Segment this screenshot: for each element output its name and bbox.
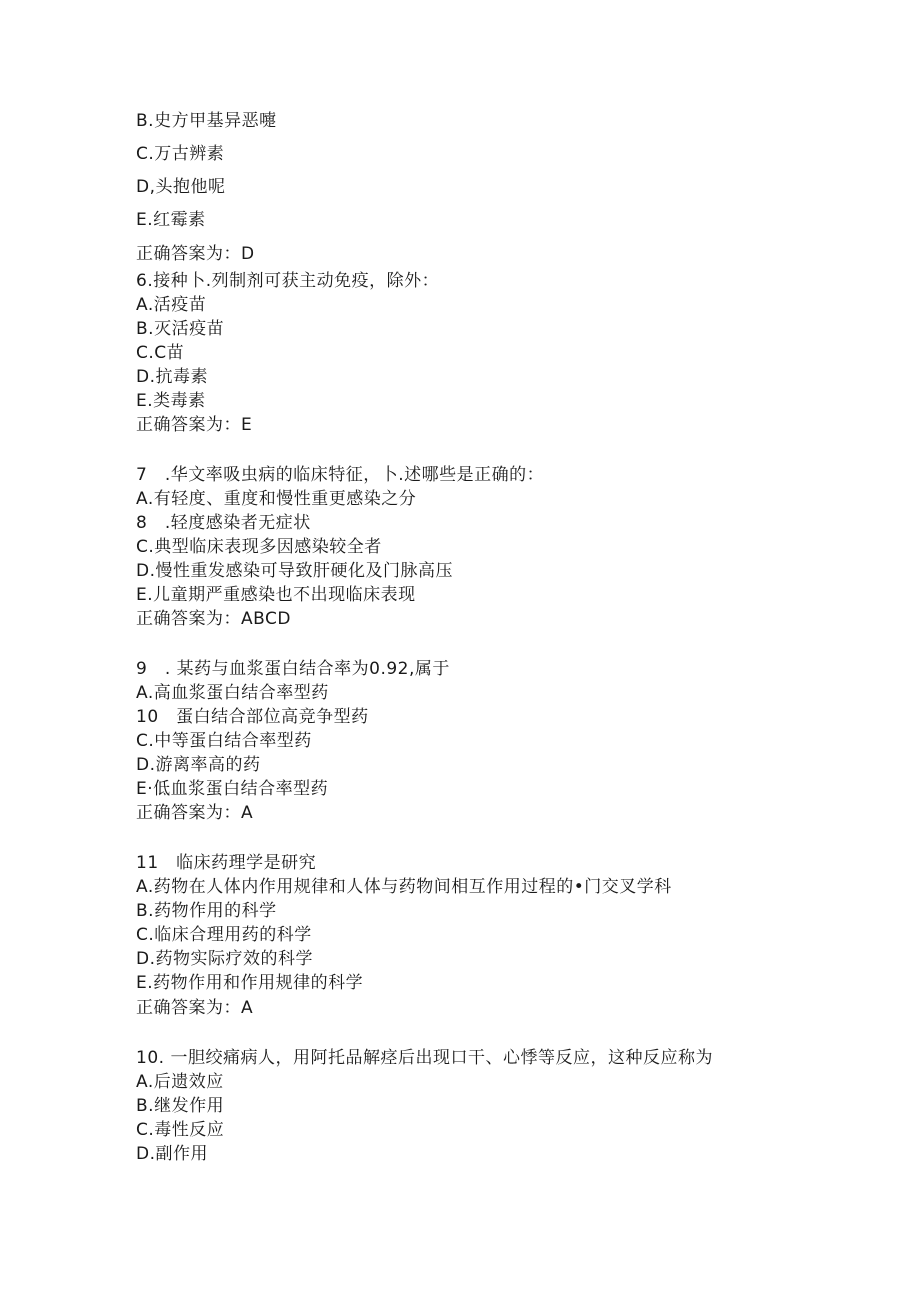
answer-line: 正确答案为：D (136, 244, 255, 264)
text-line: D.药物实际疗效的科学 (136, 949, 313, 969)
text-line: E.儿童期严重感染也不出现临床表现 (136, 585, 416, 605)
question-line: 7 .华文率吸虫病的临床特征，卜.述哪些是正确的： (136, 465, 545, 485)
text-line: E.红霉素 (136, 210, 206, 230)
text-line: C.中等蛋白结合率型药 (136, 731, 312, 751)
question-line: 6.接种卜.列制剂可获主动免疫，除外： (136, 271, 440, 291)
text-line: A.高血浆蛋白结合率型药 (136, 683, 329, 703)
text-line: E·低血浆蛋白结合率型药 (136, 779, 329, 799)
text-line: D.抗毒素 (136, 367, 208, 387)
text-line: B.继发作用 (136, 1096, 225, 1116)
text-line: C.典型临床表现多因感染较全者 (136, 537, 382, 557)
text-line: C.万古辨素 (136, 144, 225, 164)
answer-line: 正确答案为：A (136, 803, 254, 823)
text-line: 8 .轻度感染者无症状 (136, 513, 311, 533)
text-line: D.慢性重发感染可导致肝硬化及门脉高压 (136, 561, 453, 581)
text-line: B.史方甲基异恶嚏 (136, 111, 277, 131)
text-line: 10 蛋白结合部位高竞争型药 (136, 707, 369, 727)
text-line: B.灭活疫苗 (136, 319, 225, 339)
answer-line: 正确答案为：E (136, 415, 253, 435)
text-line: D.游离率高的药 (136, 755, 261, 775)
text-line: A.后遗效应 (136, 1072, 224, 1092)
answer-line: 正确答案为：ABCD (136, 609, 291, 629)
question-line: 9 . 某药与血浆蛋白结合率为0.92,属于 (136, 659, 450, 679)
text-line: C.临床合理用药的科学 (136, 925, 312, 945)
text-line: A.有轻度、重度和慢性重更感染之分 (136, 489, 417, 509)
text-line: A.活疫苗 (136, 295, 207, 315)
text-line: C.毒性反应 (136, 1120, 225, 1140)
text-line: C.C苗 (136, 343, 185, 363)
question-line: 10. 一胆绞痛病人，用阿托品解痉后出现口干、心悸等反应，这种反应称为 (136, 1048, 713, 1068)
text-line: E.药物作用和作用规律的科学 (136, 973, 364, 993)
text-line: D.副作用 (136, 1144, 208, 1164)
answer-line: 正确答案为：A (136, 998, 254, 1018)
text-line: D,头抱他呢 (136, 177, 226, 197)
question-line: 11 临床药理学是研究 (136, 853, 317, 873)
text-line: B.药物作用的科学 (136, 901, 277, 921)
text-line: A.药物在人体内作用规律和人体与药物间相互作用过程的•门交叉学科 (136, 877, 672, 897)
text-line: E.类毒素 (136, 391, 206, 411)
